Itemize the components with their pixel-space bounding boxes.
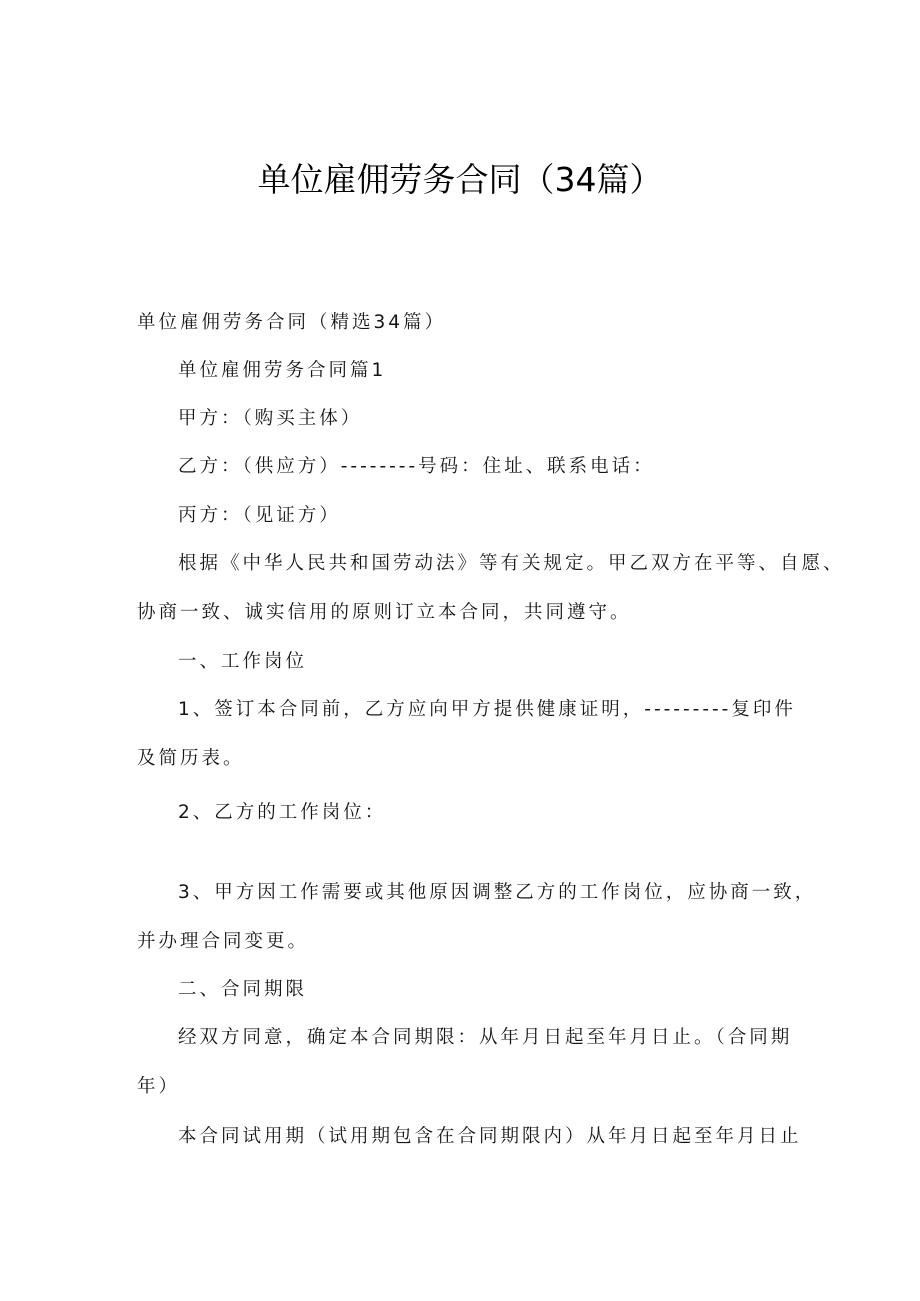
paragraph-line: 年）	[137, 1076, 181, 1097]
section-heading: 单位雇佣劳务合同篇1	[178, 360, 387, 381]
party-b-line: 乙方：（供应方）--------号码：住址、联系电话：	[178, 456, 655, 477]
paragraph-line: 3、甲方因工作需要或其他原因调整乙方的工作岗位，应协商一致，	[178, 882, 817, 903]
paragraph-line: 1、签订本合同前，乙方应向甲方提供健康证明，---------复印件	[178, 699, 796, 720]
clause-heading: 一、工作岗位	[178, 651, 308, 672]
paragraph-line: 经双方同意，确定本合同期限：从年月日起至年月日止。（合同期	[178, 1027, 793, 1048]
paragraph-line: 及简历表。	[137, 748, 245, 769]
paragraph-line: 协商一致、诚实信用的原则订立本合同，共同遵守。	[137, 602, 632, 623]
document-subtitle: 单位雇佣劳务合同（精选34篇）	[137, 312, 447, 333]
paragraph-line: 根据《中华人民共和国劳动法》等有关规定。甲乙双方在平等、自愿、	[178, 553, 845, 574]
paragraph-line: 并办理合同变更。	[137, 931, 310, 952]
party-c-line: 丙方：（见证方）	[178, 505, 341, 526]
clause-heading: 二、合同期限	[178, 979, 308, 1000]
party-a-line: 甲方：（购买主体）	[178, 408, 363, 429]
document-title: 单位雇佣劳务合同（34篇）	[257, 160, 663, 199]
paragraph-line: 2、乙方的工作岗位：	[178, 802, 387, 823]
paragraph-line: 本合同试用期（试用期包含在合同期限内）从年月日起至年月日止	[178, 1126, 802, 1147]
